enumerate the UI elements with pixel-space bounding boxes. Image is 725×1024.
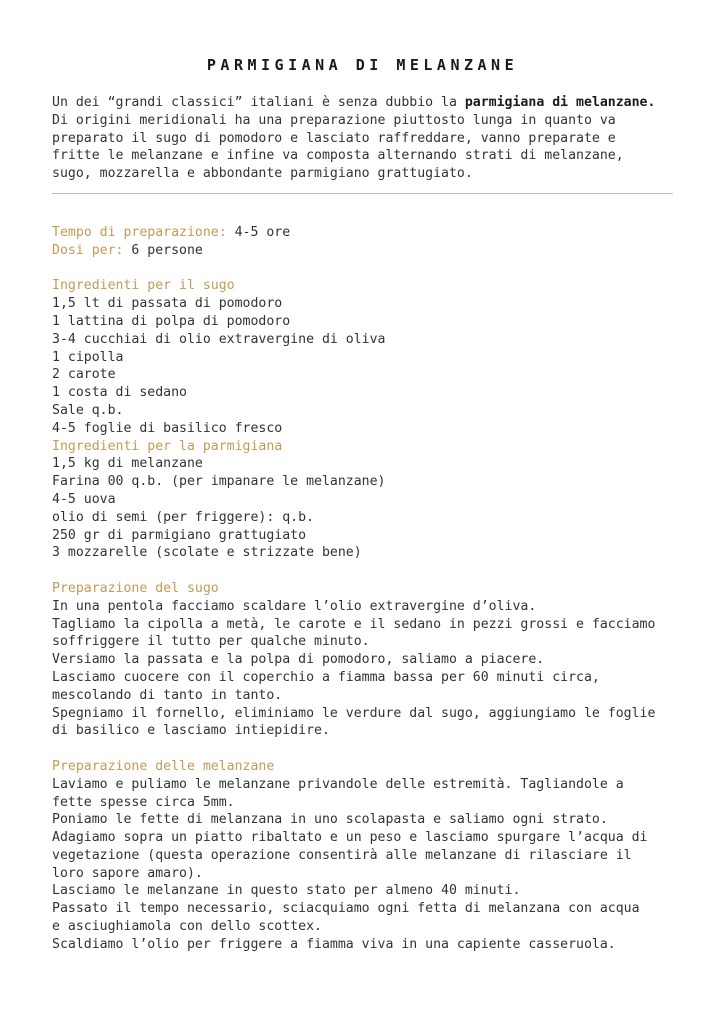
list-item: 4-5 uova xyxy=(52,491,116,507)
sauce-preparation-steps xyxy=(52,598,673,740)
list-item: e asciughiamola con dello scottex. xyxy=(52,919,322,935)
list-item: 3 mozzarelle (scolate e strizzate bene) xyxy=(52,545,362,561)
list-item: 250 gr di parmigiano grattugiato xyxy=(52,527,307,543)
servings-row xyxy=(52,242,673,260)
list-item: vegetazione (questa operazione consentirà alle melanzane di rilasciare il xyxy=(52,847,632,863)
list-item: Tagliamo la cipolla a metà, le carote e il sedano in pezzi grossi e facciamo xyxy=(52,616,656,632)
section-divider xyxy=(52,193,673,194)
list-item: Adagiamo sopra un piatto ribaltato e un peso e lasciamo spurgare l’acqua di xyxy=(52,830,648,846)
list-item: Versiamo la passata e la polpa di pomodoro, saliamo a piacere. xyxy=(52,652,545,668)
list-item: Lasciamo cuocere con il coperchio a fiamma bassa per 60 minuti circa, xyxy=(52,669,600,685)
list-item: soffriggere il tutto per qualche minuto. xyxy=(52,634,370,650)
list-item: mescolando di tanto in tanto. xyxy=(52,687,283,703)
sauce-preparation-heading: Preparazione del sugo xyxy=(52,580,219,596)
list-item: di basilico e lasciamo intiepidire. xyxy=(52,723,330,739)
servings-value: 6 persone xyxy=(123,242,203,258)
list-item: 1 costa di sedano xyxy=(52,385,187,401)
spacer xyxy=(52,260,673,278)
list-item: 3-4 cucchiai di olio extravergine di oliva xyxy=(52,331,386,347)
recipe-body xyxy=(52,224,673,954)
intro-bold-dish-name: parmigiana di melanzane. xyxy=(464,95,656,110)
list-item: 1 cipolla xyxy=(52,349,124,365)
prep-time-label: Tempo di preparazione: xyxy=(52,225,227,240)
list-item: Sale q.b. xyxy=(52,402,124,418)
list-item: Laviamo e puliamo le melanzane privandole delle estremità. Tagliandole a xyxy=(52,776,624,792)
list-item: loro sapore amaro). xyxy=(52,865,203,881)
list-item: Farina 00 q.b. (per impanare le melanzane) xyxy=(52,474,386,490)
intro-text-rest: Di origini meridionali ha una preparazione piuttosto lunga in quanto va preparato il sugo di pomodoro e lasciato raffreddare, vanno preparate e fritte le melanzane e infine va composta alternando strati di melanzane, sugo, mozzarella e abbondante parmigiano grattugiato. xyxy=(52,112,624,182)
sauce-ingredients-list xyxy=(52,295,673,437)
intro-paragraph xyxy=(52,94,673,183)
eggplant-preparation-heading: Preparazione delle melanzane xyxy=(52,758,275,774)
list-item: 1 lattina di polpa di pomodoro xyxy=(52,313,291,329)
list-item: olio di semi (per friggere): q.b. xyxy=(52,509,315,525)
list-item: 2 carote xyxy=(52,367,116,383)
list-item: 1,5 kg di melanzane xyxy=(52,456,203,472)
list-item: Lasciamo le melanzane in questo stato per almeno 40 minuti. xyxy=(52,883,521,899)
list-item: In una pentola facciamo scaldare l’olio extravergine d’oliva. xyxy=(52,598,537,614)
list-item: Poniamo le fette di melanzana in uno scolapasta e saliamo ogni strato. xyxy=(52,812,608,828)
list-item: Passato il tempo necessario, sciacquiamo ogni fetta di melanzana con acqua xyxy=(52,901,640,917)
list-item: Scaldiamo l’olio per friggere a fiamma viva in una capiente casseruola. xyxy=(52,936,616,952)
eggplant-preparation-steps xyxy=(52,776,673,954)
parmigiana-ingredients-list xyxy=(52,455,673,562)
list-item: 4-5 foglie di basilico fresco xyxy=(52,420,283,436)
list-item: 1,5 lt di passata di pomodoro xyxy=(52,296,283,312)
parmigiana-ingredients-heading: Ingredienti per la parmigiana xyxy=(52,438,283,454)
prep-time-row xyxy=(52,224,673,242)
page-title: PARMIGIANA DI MELANZANE xyxy=(206,56,519,74)
list-item: fette spesse circa 5mm. xyxy=(52,794,235,810)
intro-text-start: Un dei “grandi classici” italiani è senza dubbio la xyxy=(52,95,465,110)
sauce-ingredients-heading: Ingredienti per il sugo xyxy=(52,278,235,294)
prep-time-value: 4-5 ore xyxy=(226,225,291,240)
spacer xyxy=(52,740,673,758)
spacer xyxy=(52,562,673,580)
list-item: Spegniamo il fornello, eliminiamo le verdure dal sugo, aggiungiamo le foglie xyxy=(52,705,656,721)
servings-label: Dosi per: xyxy=(52,242,124,258)
